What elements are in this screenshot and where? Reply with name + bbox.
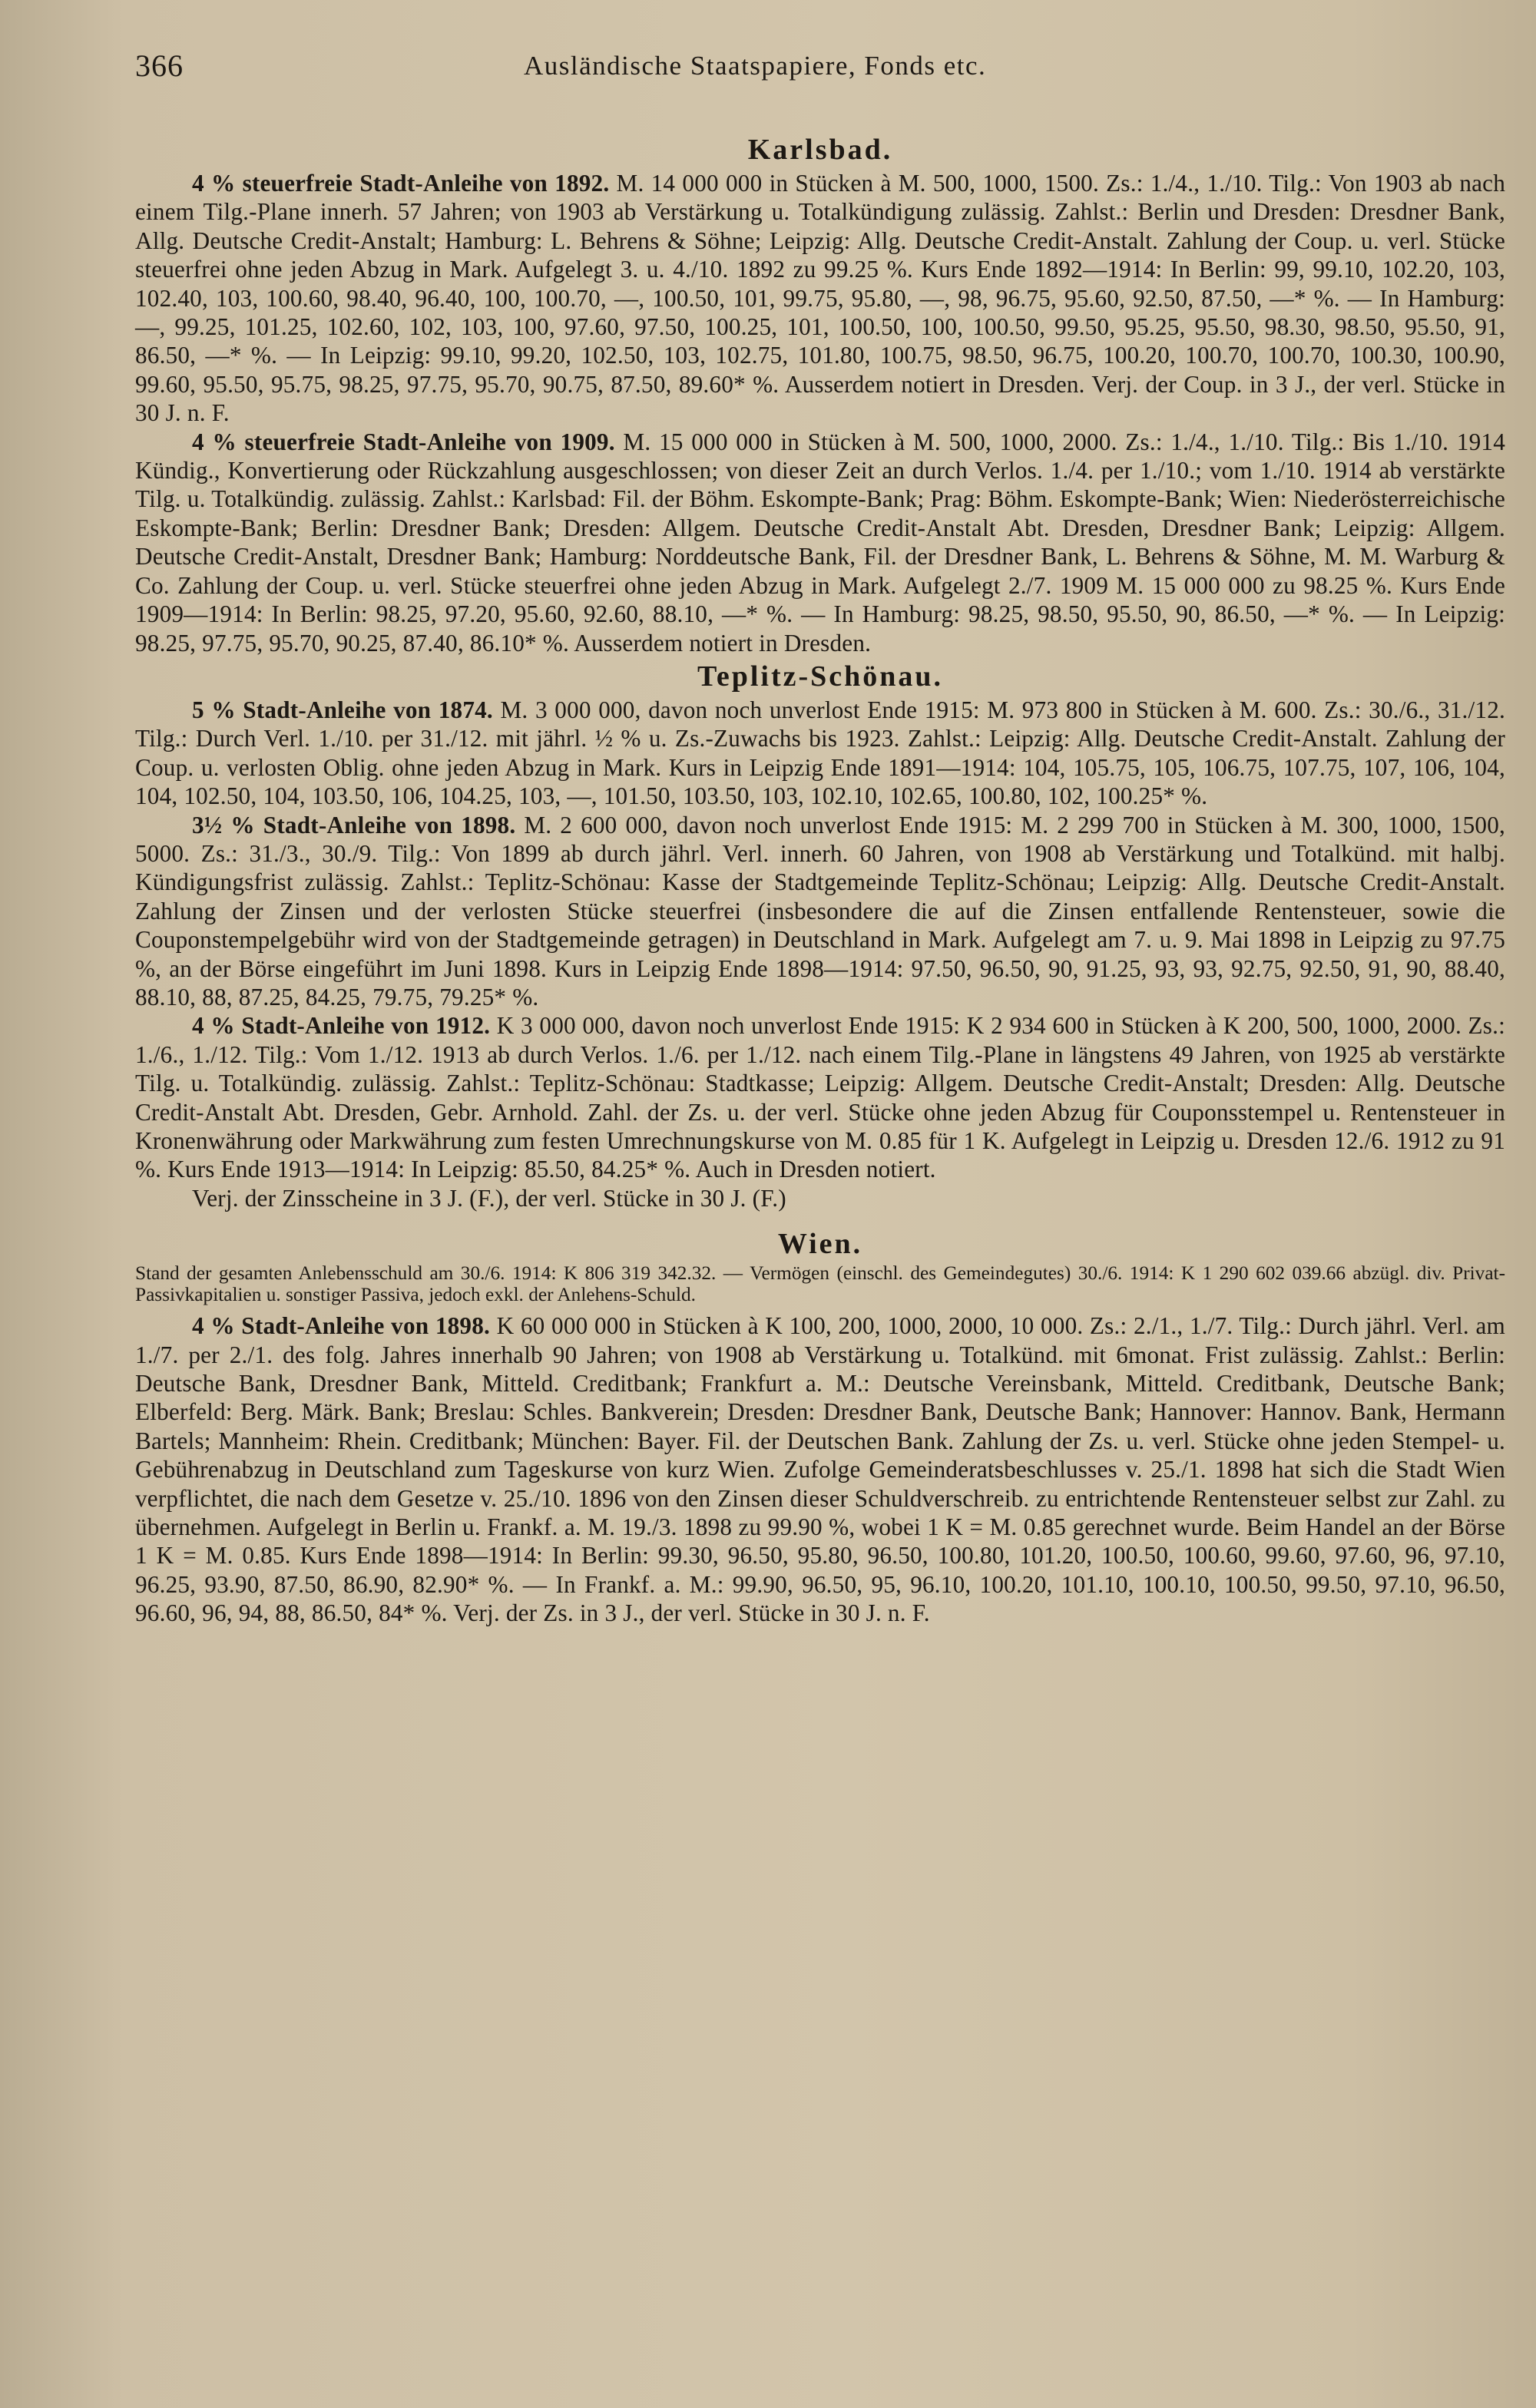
entry-karlsbad-1892 <box>135 169 1505 428</box>
entry-heading: 4 % steuerfreie Stadt-Anleihe von 1909. <box>192 428 615 455</box>
wien-footnote: Stand der gesamten Anlebensschuld am 30./6. 1914: K 806 319 342.32. — Vermögen (einschl. des Gemeindegutes) 30./6. 1914: K 1 290 602 039.66 abzügl. div. Privat-Passivkapitalien u. sonstiger Passiva, jedoch exkl. der Anlehens-Schuld. <box>135 1262 1505 1305</box>
section-title-wien: Wien. <box>777 1228 863 1261</box>
entry-teplitz-1874 <box>135 696 1505 811</box>
entry-text: M. 3 000 000, davon noch unverlost Ende 1915: M. 973 800 in Stücken à M. 600. Zs.: 30./6., 31./12. Tilg.: Durch Verl. 1./10. per 31./12. mit jährl. ½ % u. Zs.-Zuwachs bis 1923. Zahlst.: Leipzig: Allg. Deutsche Credit-Anstalt. Zahlung der Coup. u. verlosten Oblig. ohne jeden Abzug in Mark. Kurs in Leipzig Ende 1891—1914: 104, 105.75, 105, 106.75, 107.75, 107, 106, 104, 104, 102.50, 104, 103.50, 106, 104.25, 103, —, 101.50, 103.50, 103, 102.10, 102.65, 100.80, 102, 100.25* %. <box>135 696 1505 810</box>
section-closing-note: Verj. der Zinsscheine in 3 J. (F.), der verl. Stücke in 30 J. (F.) <box>192 1184 786 1212</box>
page-number: 366 <box>135 48 184 83</box>
entry-wien-1898 <box>135 1312 1505 1627</box>
entry-teplitz-1898 <box>135 811 1505 1012</box>
entry-heading: 4 % Stadt-Anleihe von 1912. <box>192 1012 491 1040</box>
entry-text: M. 2 600 000, davon noch unverlost Ende 1915: M. 2 299 700 in Stücken à M. 300, 1000, 1500, 5000. Zs.: 31./3., 30./9. Tilg.: Von 1899 ab durch jährl. Verl. innerh. 60 Jahren, von 1908 ab Verstärkung und Totalkünd. mit halbj. Kündigungsfrist zulässig. Zahlst.: Teplitz-Schönau: Kasse der Stadtgemeinde Teplitz-Schönau; Leipzig: Allg. Deutsche Credit-Anstalt. Zahlung der Zinsen und der verlosten Stücke steuerfrei (insbesondere die auf die Zinsen entfallende Rentensteuer, sowie die Couponstempelgebühr wird von der Stadtgemeinde getragen) in Deutschland in Mark. Aufgelegt am 7. u. 9. Mai 1898 in Leipzig zu 97.75 %, an der Börse eingeführt im Juni 1898. Kurs in Leipzig Ende 1898—1914: 97.50, 96.50, 90, 91.25, 93, 93, 92.75, 92.50, 91, 90, 88.40, 88.10, 88, 87.25, 84.25, 79.75, 79.25* %. <box>135 811 1505 1011</box>
page-header <box>135 48 1505 86</box>
entry-text: K 3 000 000, davon noch unverlost Ende 1915: K 2 934 600 in Stücken à K 200, 500, 1000, 2000. Zs.: 1./6., 1./12. Tilg.: Vom 1./12. 1913 ab durch Verlos. 1./6. per 1./12. nach einem Tilg.-Plane in längstens 49 Jahren, von 1925 ab verstärkte Tilg. u. Totalkündig. zulässig. Zahlst.: Teplitz-Schönau: Stadtkasse; Leipzig: Allgem. Deutsche Credit-Anstalt; Dresden: Allg. Deutsche Credit-Anstalt Abt. Dresden, Gebr. Arnhold. Zahl. der Zs. u. der verl. Stücke ohne jeden Abzug für Couponsstempel u. Rentensteuer in Kronenwährung oder Markwährung zum festen Umrechnungskurse von M. 0.85 für 1 K. Aufgelegt in Leipzig u. Dresden 12./6. 1912 zu 91 %. Kurs Ende 1913—1914: In Leipzig: 85.50, 84.25* %. Auch in Dresden notiert. <box>135 1012 1505 1183</box>
entry-heading: 5 % Stadt-Anleihe von 1874. <box>192 696 493 723</box>
entry-text: K 60 000 000 in Stücken à K 100, 200, 1000, 2000, 10 000. Zs.: 2./1., 1./7. Tilg.: Durch jährl. Verl. am 1./7. per 2./1. des folg. Jahres innerhalb 90 Jahren; von 1908 ab Verstärkung u. Totalkünd. mit 6monat. Frist zulässig. Zahlst.: Berlin: Deutsche Bank, Dresdner Bank, Mitteld. Creditbank; Frankfurt a. M.: Deutsche Vereinsbank, Mitteld. Creditbank, Deutsche Bank; Elberfeld: Berg. Märk. Bank; Breslau: Schles. Bankverein; Dresden: Dresdner Bank, Deutsche Bank; Hannover: Hannov. Bank, Hermann Bartels; Mannheim: Rhein. Creditbank; München: Bayer. Fil. der Deutschen Bank. Zahlung der Zs. u. verl. Stücke ohne jeden Stempel- u. Gebührenabzug in Deutschland zum Tageskurse von kurz Wien. Zufolge Gemeinderatsbeschlusses v. 25./1. 1898 hat sich die Stadt Wien verpflichtet, die nach dem Gesetze v. 25./10. 1896 von den Zinsen dieser Schuldverschreib. zu entrichtende Rentensteuer selbst zur Zahl. zu übernehmen. Aufgelegt in Berlin u. Frankf. a. M. 19./3. 1898 zu 99.90 %, wobei 1 K = M. 0.85 gerechnet wurde. Beim Handel an der Börse 1 K = M. 0.85. Kurs Ende 1898—1914: In Berlin: 99.30, 96.50, 95.80, 96.50, 100.80, 101.20, 100.50, 100.60, 99.60, 97.60, 96, 97.10, 96.25, 93.90, 87.50, 86.90, 82.90* %. — In Frankf. a. M.: 99.90, 96.50, 95, 96.10, 100.20, 101.10, 100.10, 100.50, 99.50, 97.10, 96.50, 96.60, 96, 94, 88, 86.50, 84* %. Verj. der Zs. in 3 J., der verl. Stücke in 30 J. n. F. <box>135 1312 1505 1627</box>
entry-heading: 3½ % Stadt-Anleihe von 1898. <box>192 811 516 838</box>
entry-karlsbad-1909 <box>135 428 1505 657</box>
entry-text: M. 14 000 000 in Stücken à M. 500, 1000, 1500. Zs.: 1./4., 1./10. Tilg.: Von 1903 ab nach einem Tilg.-Plane innerh. 57 Jahren; von 1903 ab Verstärkung u. Totalkündigung zulässig. Zahlst.: Berlin und Dresden: Dresdner Bank, Allg. Deutsche Credit-Anstalt; Hamburg: L. Behrens & Söhne; Leipzig: Allg. Deutsche Credit-Anstalt. Zahlung der Coup. u. verl. Stücke steuerfrei ohne jeden Abzug in Mark. Aufgelegt 3. u. 4./10. 1892 zu 99.25 %. Kurs Ende 1892—1914: In Berlin: 99, 99.10, 102.20, 103, 102.40, 103, 100.60, 98.40, 96.40, 100, 100.70, —, 100.50, 101, 99.75, 95.80, —, 98, 96.75, 95.60, 92.50, 87.50, —* %. — In Hamburg: —, 99.25, 101.25, 102.60, 102, 103, 100, 97.60, 97.50, 100.25, 101, 100.50, 100, 100.50, 99.50, 95.25, 95.50, 98.30, 98.50, 95.50, 91, 86.50, —* %. — In Leipzig: 99.10, 99.20, 102.50, 103, 102.75, 101.80, 100.75, 98.50, 96.75, 100.20, 100.70, 100.70, 100.30, 100.90, 99.60, 95.50, 95.75, 98.25, 97.75, 95.70, 90.75, 87.50, 89.60* %. Ausserdem notiert in Dresden. Verj. der Coup. in 3 J., der verl. Stücke in 30 J. n. F. <box>135 170 1505 427</box>
entry-heading: 4 % steuerfreie Stadt-Anleihe von 1892. <box>192 170 610 197</box>
entry-text: M. 15 000 000 in Stücken à M. 500, 1000, 2000. Zs.: 1./4., 1./10. Tilg.: Bis 1./10. 1914 Kündig., Konvertierung oder Rückzahlung ausgeschlossen; von dieser Zeit an durch Verlos. 1./4. per 1./10.; vom 1./10. 1914 ab verstärkte Tilg. u. Totalkündig. zulässig. Zahlst.: Karlsbad: Fil. der Böhm. Eskompte-Bank; Prag: Böhm. Eskompte-Bank; Wien: Niederösterreichische Eskompte-Bank; Berlin: Dresdner Bank; Dresden: Allgem. Deutsche Credit-Anstalt Abt. Dresden, Dresdner Bank; Leipzig: Allgem. Deutsche Credit-Anstalt, Dresdner Bank; Hamburg: Norddeutsche Bank, Fil. der Dresdner Bank, L. Behrens & Söhne, M. M. Warburg & Co. Zahlung der Coup. u. verl. Stücke steuerfrei ohne jeden Abzug in Mark. Aufgelegt 2./7. 1909 M. 15 000 000 zu 98.25 %. Kurs Ende 1909—1914: In Berlin: 98.25, 97.20, 95.60, 92.60, 88.10, —* %. — In Hamburg: 98.25, 98.50, 95.50, 90, 86.50, —* %. — In Leipzig: 98.25, 97.75, 95.70, 90.25, 87.40, 86.10* %. Ausserdem notiert in Dresden. <box>135 428 1505 657</box>
running-title: Ausländische Staatspapiere, Fonds etc. <box>524 51 987 81</box>
section-title-teplitz-schoenau: Teplitz-Schönau. <box>697 660 944 693</box>
section-title-karlsbad: Karlsbad. <box>747 134 893 166</box>
entry-heading: 4 % Stadt-Anleihe von 1898. <box>192 1312 491 1340</box>
entry-teplitz-1912 <box>135 1011 1505 1183</box>
